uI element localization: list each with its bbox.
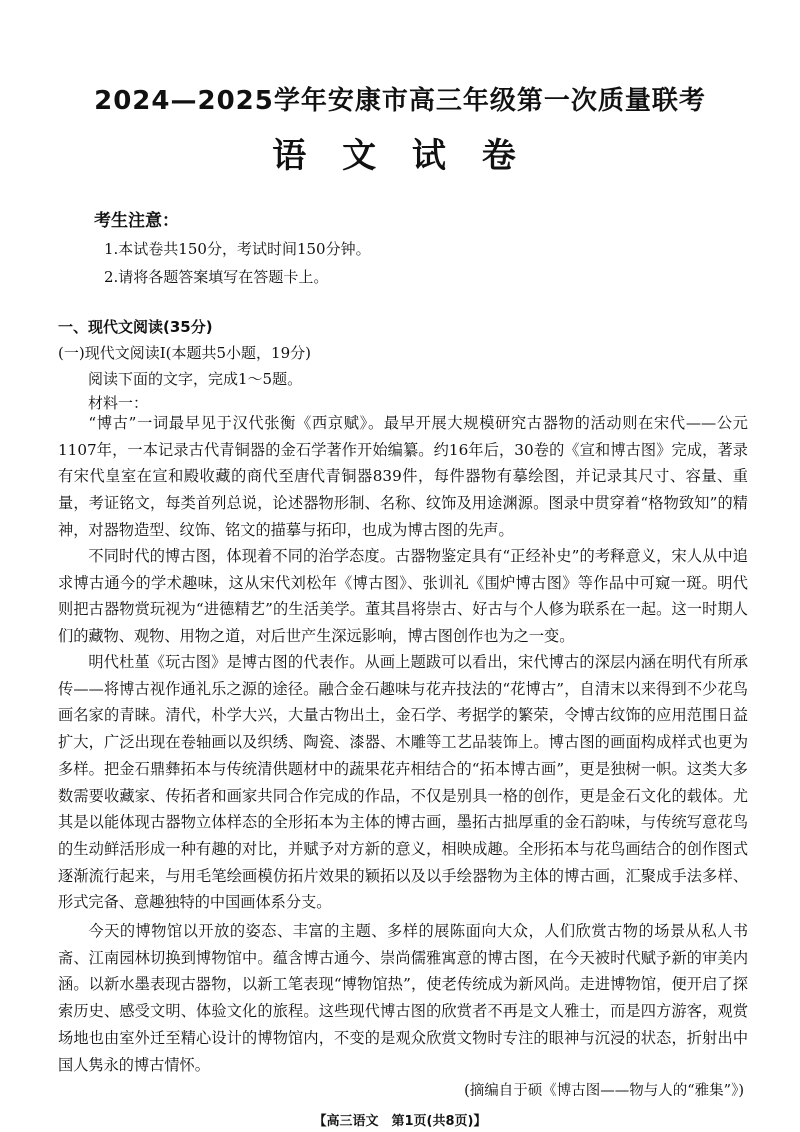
source-citation: (摘编自于硕《博古图——物与人的“雅集”》) (464, 1083, 744, 1099)
exam-subtitle: 语 文 试 卷 (272, 136, 528, 176)
sub-section-heading: (一)现代文阅读Ⅰ(本题共5小题，19分) (58, 344, 311, 362)
exam-title: 2024—2025学年安康市高三年级第一次质量联考 (94, 86, 706, 116)
paragraph: “博古”一词最早见于汉代张衡《西京赋》。最早开展大规模研究古器物的活动则在宋代——公元1107年，一本记录古代青铜器的金石学著作开始编纂。约16年后，30卷的《宣和博古图》完成，著录有宋代皇室在宣和殿收藏的商代至唐代青铜器839件，每件器物有摹绘图，并记录其尺寸、容量、重量，考证铭文，每类首列总说，论述器物形制、名称、纹饰及用途渊源。图录中贯穿着“格物致知”的精神，对器物造型、纹饰、铭文的描摹与拓印，也成为博古图的先声。 (58, 414, 748, 539)
notice-item: 2.请将各题答案填写在答题卡上。 (104, 268, 329, 286)
notice-item: 1.本试卷共150分，考试时间150分钟。 (104, 240, 371, 258)
page-footer: 【高三语文 第1页(共8页)】 (313, 1114, 487, 1129)
section-heading: 一、现代文阅读(35分) (58, 318, 213, 336)
paragraph: 今天的博物馆以开放的姿态、丰富的主题、多样的展陈面向大众，人们欣赏古物的场景从私人书斋、江南园林切换到博物馆中。蕴含博古通今、崇尚儒雅寓意的博古图，在今天被时代赋予新的审美内涵。以新水墨表现古器物，以新工笔表现“博物馆热”，使老传统成为新风尚。走进博物馆，便开启了探索历史、感受文明、体验文化的旅程。这些现代博古图的欣赏者不再是文人雅士，而是四方游客，观赏场地也由室外迁至精心设计的博物馆内，不变的是观众欣赏文物时专注的眼神与沉浸的状态，折射出中国人隽永的博古情怀。 (58, 922, 748, 1074)
notice-heading: 考生注意： (94, 211, 179, 231)
instruction-text: 阅读下面的文字，完成1～5题。 (88, 370, 303, 388)
material-label: 材料一： (88, 394, 149, 412)
paragraph: 明代杜堇《玩古图》是博古图的代表作。从画上题跋可以看出，宋代博古的深层内涵在明代有所承传——将博古视作通礼乐之源的途径。融合金石趣味与花卉技法的“花博古”，自清末以来得到不少花鸟画名家的青睐。清代，朴学大兴，大量古物出土，金石学、考据学的繁荣，令博古纹饰的应用范围日益扩大，广泛出现在卷轴画以及织绣、陶瓷、漆器、木雕等工艺品装饰上。博古图的画面构成样式也更为多样。把金石鼎彝拓本与传统清供题材中的蔬果花卉相结合的“拓本博古画”，更是独树一帜。这类大多数需要收藏家、传拓者和画家共同合作完成的作品，不仅是别具一格的创作，更是金石文化的载体。尤其是以能体现古器物立体样态的全形拓本为主体的博古画，墨拓古拙厚重的金石韵味，与传统写意花鸟的生动鲜活形成一种有趣的对比，并赋予对方新的意义，相映成趣。全形拓本与花鸟画结合的创作图式逐渐流行起来，与用毛笔绘画模仿拓片效果的颖拓以及以手绘器物为主体的博古画，汇聚成手法多样、形式完备、意趣独特的中国画体系分支。 (58, 653, 748, 912)
paragraph: 不同时代的博古图，体现着不同的治学态度。古器物鉴定具有“正经补史”的考释意义，宋人从中追求博古通今的学术趣味，这从宋代刘松年《博古图》、张训礼《围炉博古图》等作品中可窥一斑。明代则把古器物赏玩视为“进德精艺”的生活美学。董其昌将崇古、好古与个人修为联系在一起。这一时期人们的藏物、观物、用物之道，对后世产生深远影响，博古图创作也为之一变。 (58, 547, 748, 646)
